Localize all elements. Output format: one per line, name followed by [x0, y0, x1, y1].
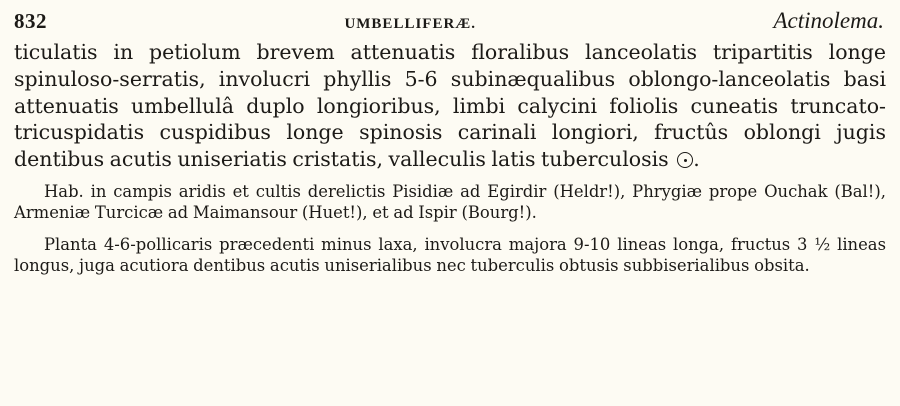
observation-paragraph: Planta 4-6-pollicaris præcedenti minus laxa, involucra majora 9-10 lineas longa, fructus 3 ½ lineas longus, juga acutiora dentibus acutis uniserialibus nec tuberculis obtusis subbiserialibus obsita. — [14, 234, 886, 276]
family-heading: UMBELLIFERÆ. — [344, 16, 477, 32]
page-number: 832 — [14, 9, 47, 33]
habitat-paragraph: Hab. in campis aridis et cultis derelictis Pisidiæ ad Egirdir (Heldr!), Phrygiæ prope Ouchak (Bal!), Armeniæ Turcicæ ad Maimansour (Huet!), et ad Ispir (Bourg!). — [14, 181, 886, 223]
diagnosis-end: . — [693, 147, 700, 172]
diagnosis-text: ticulatis in petiolum brevem attenuatis floralibus lanceolatis tripartitis longe spinuloso-serratis, involucri phyllis 5-6 subinæqualibus oblongo-lanceolatis basi attenuatis umbellulâ duplo longioribus, limbi calycini foliolis cuneatis truncato-tricuspidatis cuspidibus longe spinosis carinali longiori, fructûs oblongi jugis dentibus acutis uniseriatis cristatis, valleculis latis tuberculosis — [14, 40, 886, 172]
genus-heading: Actinolema. — [773, 8, 884, 33]
running-head — [14, 6, 886, 36]
species-diagnosis — [14, 39, 886, 173]
annual-symbol-icon — [677, 152, 693, 168]
